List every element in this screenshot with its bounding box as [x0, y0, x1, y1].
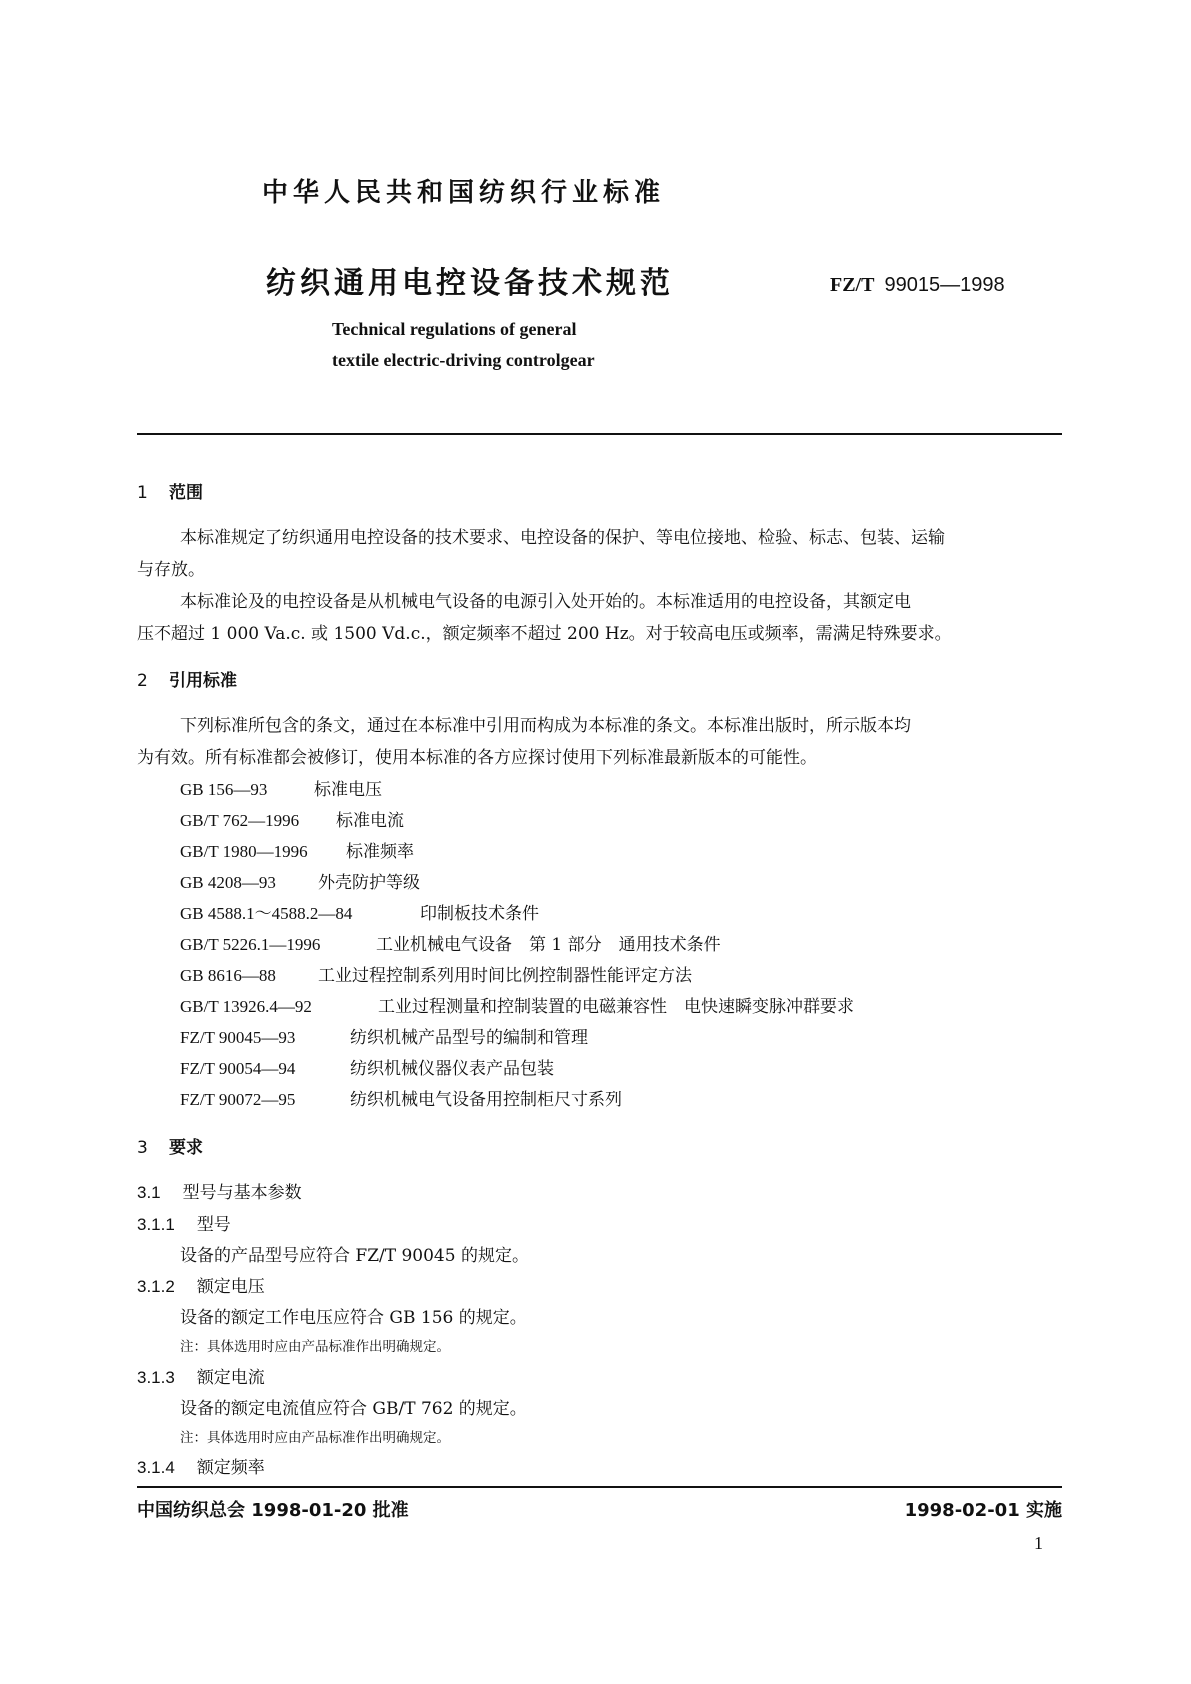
reference-code: GB/T 5226.1—1996 — [180, 935, 321, 954]
reference-item — [180, 961, 692, 986]
reference-item — [180, 775, 382, 800]
reference-title: 标准电流 — [336, 811, 404, 831]
section-2-line-2: 为有效。所有标准都会被修订，使用本标准的各方应探讨使用下列标准最新版本的可能性。 — [137, 748, 817, 768]
reference-code: GB/T 1980—1996 — [180, 842, 308, 861]
subsection-number: 3.1.4 — [137, 1458, 175, 1477]
subsection-title: 型号 — [196, 1215, 231, 1235]
subsection-number: 3.1 — [137, 1183, 161, 1202]
document-title-cn: 纺织通用电控设备技术规范 — [266, 266, 674, 301]
reference-code: GB/T 13926.4—92 — [180, 997, 312, 1016]
subsection-title: 额定频率 — [196, 1458, 265, 1478]
reference-item — [180, 899, 539, 924]
reference-title: 外壳防护等级 — [318, 873, 420, 893]
subsection-3-1-2-note: 注：具体选用时应由产品标准作出明确规定。 — [180, 1339, 450, 1355]
standard-code — [830, 272, 1005, 297]
subsection-3-1-2-text: 设备的额定工作电压应符合 GB 156 的规定。 — [180, 1308, 527, 1328]
section-3-title: 要求 — [169, 1138, 203, 1158]
header-divider — [137, 433, 1062, 435]
section-1-number: 1 — [137, 483, 148, 503]
subsection-number: 3.1.2 — [137, 1277, 175, 1296]
reference-title: 标准电压 — [314, 780, 382, 800]
reference-title: 纺织机械电气设备用控制柜尺寸系列 — [350, 1090, 622, 1110]
section-1-line-1: 本标准规定了纺织通用电控设备的技术要求、电控设备的保护、等电位接地、检验、标志、包装、运输 — [180, 528, 945, 548]
section-1-line-3: 本标准论及的电控设备是从机械电气设备的电源引入处开始的。本标准适用的电控设备，其额定电 — [180, 592, 911, 612]
implementation-date: 1998-02-01 实施 — [904, 1500, 1062, 1521]
section-2-line-1: 下列标准所包含的条文，通过在本标准中引用而构成为本标准的条文。本标准出版时，所示版本均 — [180, 716, 911, 736]
section-1-line-4: 压不超过 1 000 Va.c. 或 1500 Vd.c.，额定频率不超过 200 Hz。对于较高电压或频率，需满足特殊要求。 — [137, 624, 952, 644]
approval-info: 中国纺织总会 1998-01-20 批准 — [137, 1500, 409, 1521]
subsection-3-1-3-note: 注：具体选用时应由产品标准作出明确规定。 — [180, 1430, 450, 1446]
section-3-number: 3 — [137, 1138, 148, 1158]
reference-title: 标准频率 — [346, 842, 414, 862]
section-2-number: 2 — [137, 671, 148, 691]
reference-title: 工业过程控制系列用时间比例控制器性能评定方法 — [318, 966, 692, 986]
section-1-heading — [137, 478, 203, 503]
subsection-3-1-3-text: 设备的额定电流值应符合 GB/T 762 的规定。 — [180, 1399, 527, 1419]
subsection-3-1-2-heading — [137, 1272, 265, 1297]
footer-divider — [137, 1486, 1062, 1488]
reference-item — [180, 1023, 588, 1048]
subsection-3-1-3-heading — [137, 1363, 265, 1388]
reference-code: GB 8616—88 — [180, 966, 276, 985]
reference-code: GB 156—93 — [180, 780, 268, 799]
reference-item — [180, 806, 404, 831]
reference-title: 工业过程测量和控制装置的电磁兼容性 电快速瞬变脉冲群要求 — [378, 997, 854, 1017]
reference-item — [180, 837, 414, 862]
subsection-3-1-4-heading — [137, 1453, 265, 1478]
reference-title: 印制板技术条件 — [420, 904, 539, 924]
document-title-en-line2: textile electric-driving controlgear — [332, 350, 595, 370]
reference-code: GB 4588.1～4588.2—84 — [180, 904, 353, 923]
section-3-heading — [137, 1133, 203, 1158]
reference-item — [180, 930, 721, 955]
standard-type-heading: 中华人民共和国纺织行业标准 — [262, 178, 666, 208]
reference-title: 纺织机械仪器仪表产品包装 — [350, 1059, 554, 1079]
subsection-title: 型号与基本参数 — [182, 1183, 302, 1203]
section-2-title: 引用标准 — [169, 671, 237, 691]
reference-title: 工业机械电气设备 第 1 部分 通用技术条件 — [376, 935, 721, 955]
page-number: 1 — [1034, 1533, 1043, 1553]
reference-code: FZ/T 90045—93 — [180, 1028, 296, 1047]
reference-code: FZ/T 90072—95 — [180, 1090, 296, 1109]
reference-item — [180, 868, 420, 893]
reference-item — [180, 992, 854, 1017]
section-1-title: 范围 — [169, 483, 203, 503]
subsection-3-1-1-heading — [137, 1210, 231, 1235]
reference-item — [180, 1085, 622, 1110]
section-2-heading — [137, 666, 237, 691]
subsection-number: 3.1.3 — [137, 1368, 175, 1387]
standard-code-prefix: FZ/T — [830, 274, 875, 296]
reference-title: 纺织机械产品型号的编制和管理 — [350, 1028, 588, 1048]
subsection-title: 额定电压 — [196, 1277, 265, 1297]
standard-code-number: 99015—1998 — [884, 274, 1005, 296]
subsection-3-1-heading — [137, 1178, 302, 1203]
document-title-en-line1: Technical regulations of general — [332, 319, 577, 339]
subsection-3-1-1-text: 设备的产品型号应符合 FZ/T 90045 的规定。 — [180, 1246, 529, 1266]
reference-code: GB/T 762—1996 — [180, 811, 300, 830]
subsection-number: 3.1.1 — [137, 1215, 175, 1234]
subsection-title: 额定电流 — [196, 1368, 265, 1388]
reference-code: GB 4208—93 — [180, 873, 276, 892]
section-1-line-2: 与存放。 — [137, 560, 205, 580]
reference-code: FZ/T 90054—94 — [180, 1059, 296, 1078]
reference-item — [180, 1054, 554, 1079]
